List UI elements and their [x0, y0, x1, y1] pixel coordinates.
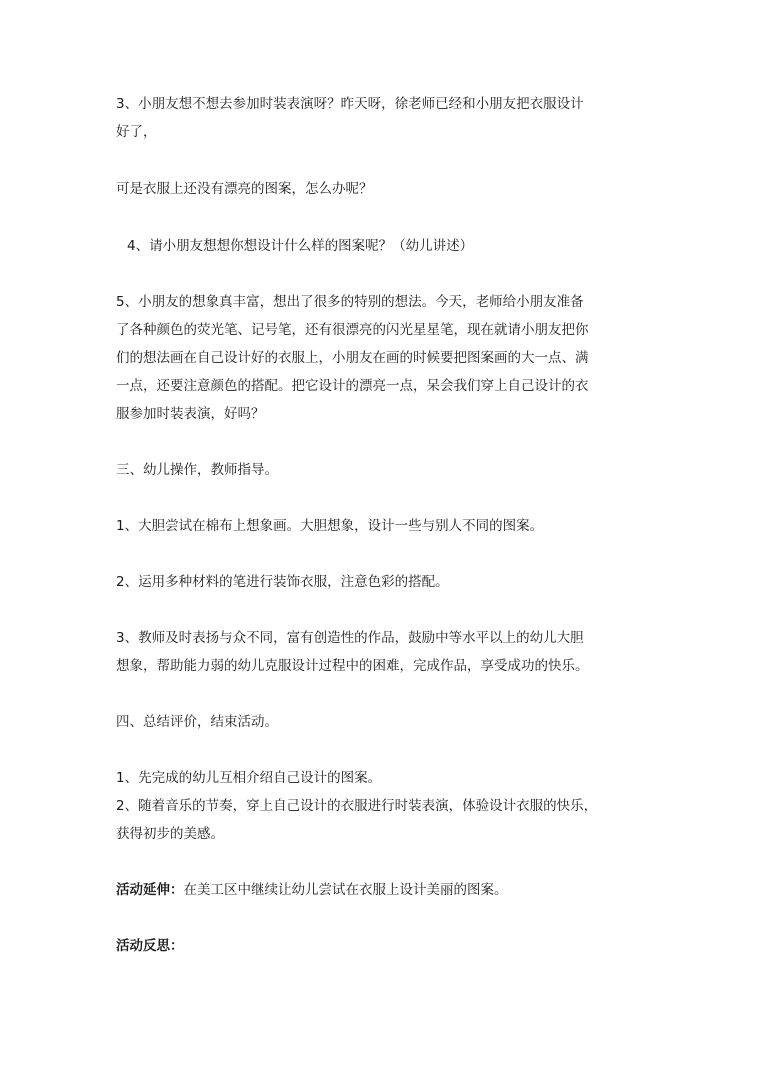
text-line: 3、小朋友想不想去参加时装表演呀？昨天呀，徐老师已经和小朋友把衣服设计 — [116, 96, 584, 112]
paragraph-step-3 — [116, 90, 656, 146]
extension-text: 在美工区中继续让幼儿尝试在衣服上设计美丽的图案。 — [183, 882, 508, 898]
paragraph-step-3-cont — [116, 175, 656, 203]
text-line: 想象，帮助能力弱的幼儿克服设计过程中的困难，完成作品，享受成功的快乐。 — [116, 658, 589, 674]
section-heading-4 — [116, 708, 656, 736]
text-line: 服参加时装表演，好吗？ — [116, 406, 265, 422]
text-line: 3、教师及时表扬与众不同，富有创造性的作品，鼓励中等水平以上的幼儿大胆 — [116, 630, 584, 646]
list-item-2 — [116, 568, 656, 596]
list-item-1 — [116, 512, 656, 540]
text-line: 了各种颜色的荧光笔、记号笔，还有很漂亮的闪光星星笔，现在就请小朋友把你 — [116, 322, 589, 338]
list-item-3 — [116, 624, 656, 680]
summary-list — [116, 764, 656, 848]
activity-reflection — [116, 932, 656, 960]
text-line: 可是衣服上还没有漂亮的图案，怎么办呢？ — [116, 181, 373, 197]
text-line: 2、随着音乐的节奏，穿上自己设计的衣服进行时装表演，体验设计衣服的快乐， — [116, 798, 598, 814]
text-line: 1、大胆尝试在棉布上想象画。大胆想象，设计一些与别人不同的图案。 — [116, 518, 544, 534]
text-line: 四、总结评价，结束活动。 — [116, 714, 278, 730]
text-line: 三、幼儿操作，教师指导。 — [116, 462, 278, 478]
text-line: 一点，还要注意颜色的搭配。把它设计的漂亮一点，呆会我们穿上自己设计的衣 — [116, 378, 589, 394]
text-line: 们的想法画在自己设计好的衣服上，小朋友在画的时候要把图案画的大一点、满 — [116, 350, 589, 366]
reflection-label: 活动反思： — [116, 938, 184, 954]
paragraph-step-5 — [116, 288, 656, 428]
text-line: 1、先完成的幼儿互相介绍自己设计的图案。 — [116, 770, 382, 786]
paragraph-step-4 — [127, 232, 667, 260]
text-line: 5、小朋友的想象真丰富，想出了很多的特别的想法。今天，老师给小朋友准备 — [116, 294, 584, 310]
text-line: 获得初步的美感。 — [116, 826, 224, 842]
activity-extension — [116, 876, 656, 904]
text-line: 好了， — [116, 124, 157, 140]
section-heading-3 — [116, 456, 656, 484]
text-line: 2、运用多种材料的笔进行装饰衣服，注意色彩的搭配。 — [116, 574, 449, 590]
text-line: 4、请小朋友想想你想设计什么样的图案呢？（幼儿讲述） — [127, 238, 474, 254]
extension-label: 活动延伸： — [116, 882, 184, 898]
